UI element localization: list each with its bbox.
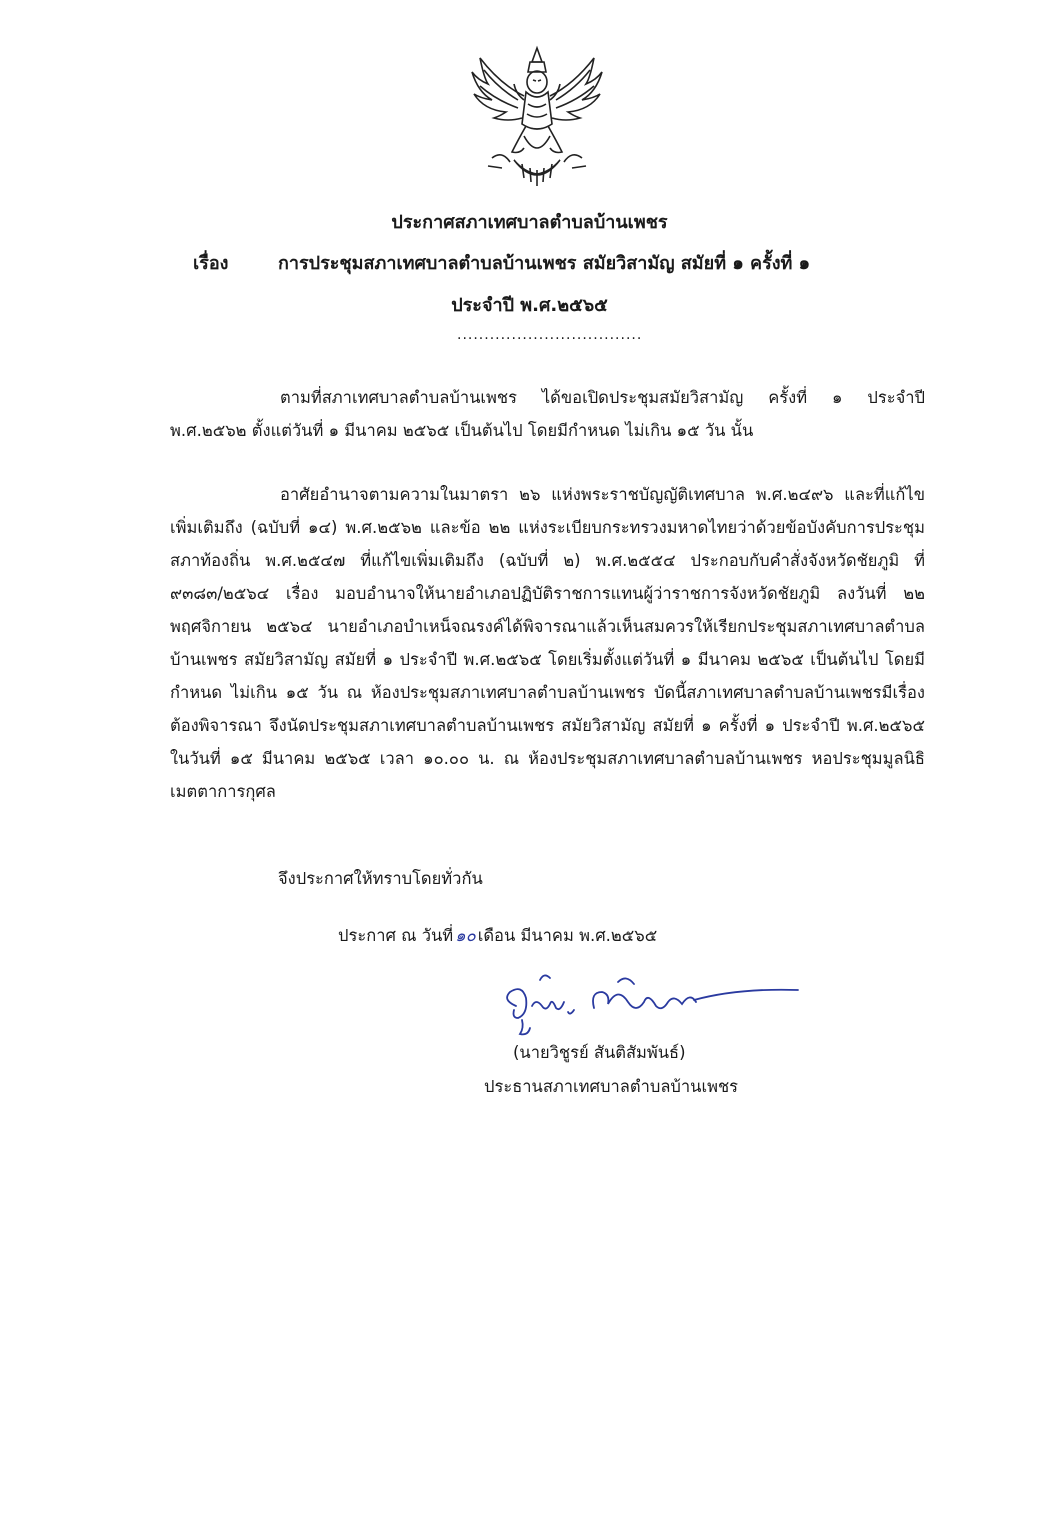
subject-year: ประจำปี พ.ศ.๒๕๖๕ [451,295,608,316]
subject-label: เรื่อง [193,253,229,274]
handwritten-signature [498,962,803,1042]
garuda-emblem-icon [462,40,612,192]
paragraph-1 [170,381,925,447]
signer-name: (นายวิชูรย์ สันติสัมพันธ์) [513,1043,686,1062]
paragraph-1-text: ตามที่สภาเทศบาลตำบลบ้านเพชร ได้ขอเปิดประชุมสมัยวิสามัญ ครั้งที่ ๑ ประจำปี พ.ศ.๒๕๖๒ ตั้งแต่วันที่ ๑ มีนาคม ๒๕๖๕ เป็นต้นไป โดยมีกำหนด ไม่เกิน ๑๕ วัน นั้น [170,388,925,440]
paragraph-2 [170,478,925,808]
paragraph-2-text: อาศัยอำนาจตามความในมาตรา ๒๖ แห่งพระราชบัญญัติเทศบาล พ.ศ.๒๔๙๖ และที่แก้ไขเพิ่มเติมถึง (ฉบับที่ ๑๔) พ.ศ.๒๕๖๒ และข้อ ๒๒ แห่งระเบียบกระทรวงมหาดไทยว่าด้วยข้อบังคับการประชุมสภาท้องถิ่น พ.ศ.๒๕๔๗ ที่แก้ไขเพิ่มเติมถึง (ฉบับที่ ๒) พ.ศ.๒๕๕๔ ประกอบกับคำสั่งจังหวัดชัยภูมิ ที่ ๙๓๘๓/๒๕๖๔ เรื่อง มอบอำนาจให้นายอำเภอปฏิบัติราชการแทนผู้ว่าราชการจังหวัดชัยภูมิ ลงวันที่ ๒๒ พฤศจิกายน ๒๕๖๔ นายอำเภอบำเหน็จณรงค์ได้พิจารณาแล้วเห็นสมควรให้เรียกประชุมสภาเทศบาลตำบลบ้านเพชร สมัยวิสามัญ สมัยที่ ๑ ประจำปี พ.ศ.๒๕๖๕ โดยเริ่มตั้งแต่วันที่ ๑ มีนาคม ๒๕๖๕ เป็นต้นไป โดยมีกำหนด ไม่เกิน ๑๕ วัน ณ ห้องประชุมสภาเทศบาลตำบลบ้านเพชร บัดนี้สภาเทศบาลตำบลบ้านเพชรมีเรื่องต้องพิจารณา จึงนัดประชุมสภาเทศบาลตำบลบ้านเพชร สมัยวิสามัญ สมัยที่ ๑ ครั้งที่ ๑ ประจำปี พ.ศ.๒๕๖๕ ในวันที่ ๑๕ มีนาคม ๒๕๖๕ เวลา ๑๐.๐๐ น. ณ ห้องประชุมสภาเทศบาลตำบลบ้านเพชร หอประชุมมูลนิธิเมตตาการกุศล [170,485,925,801]
signer-title: ประธานสภาเทศบาลตำบลบ้านเพชร [484,1077,739,1096]
document-title: ประกาศสภาเทศบาลตำบลบ้านเพชร [391,212,668,233]
announcement-date [338,923,657,949]
separator: .................................. [457,327,643,343]
closing-statement: จึงประกาศให้ทราบโดยทั่วกัน [278,869,483,888]
subject-text: การประชุมสภาเทศบาลตำบลบ้านเพชร สมัยวิสามัญ สมัยที่ ๑ ครั้งที่ ๑ [278,253,811,274]
date-day-handwritten: ๑๐ [455,926,476,945]
date-prefix: ประกาศ ณ วันที่ [338,926,454,945]
subject-line [193,248,810,277]
date-suffix: เดือน มีนาคม พ.ศ.๒๕๖๕ [477,926,658,945]
